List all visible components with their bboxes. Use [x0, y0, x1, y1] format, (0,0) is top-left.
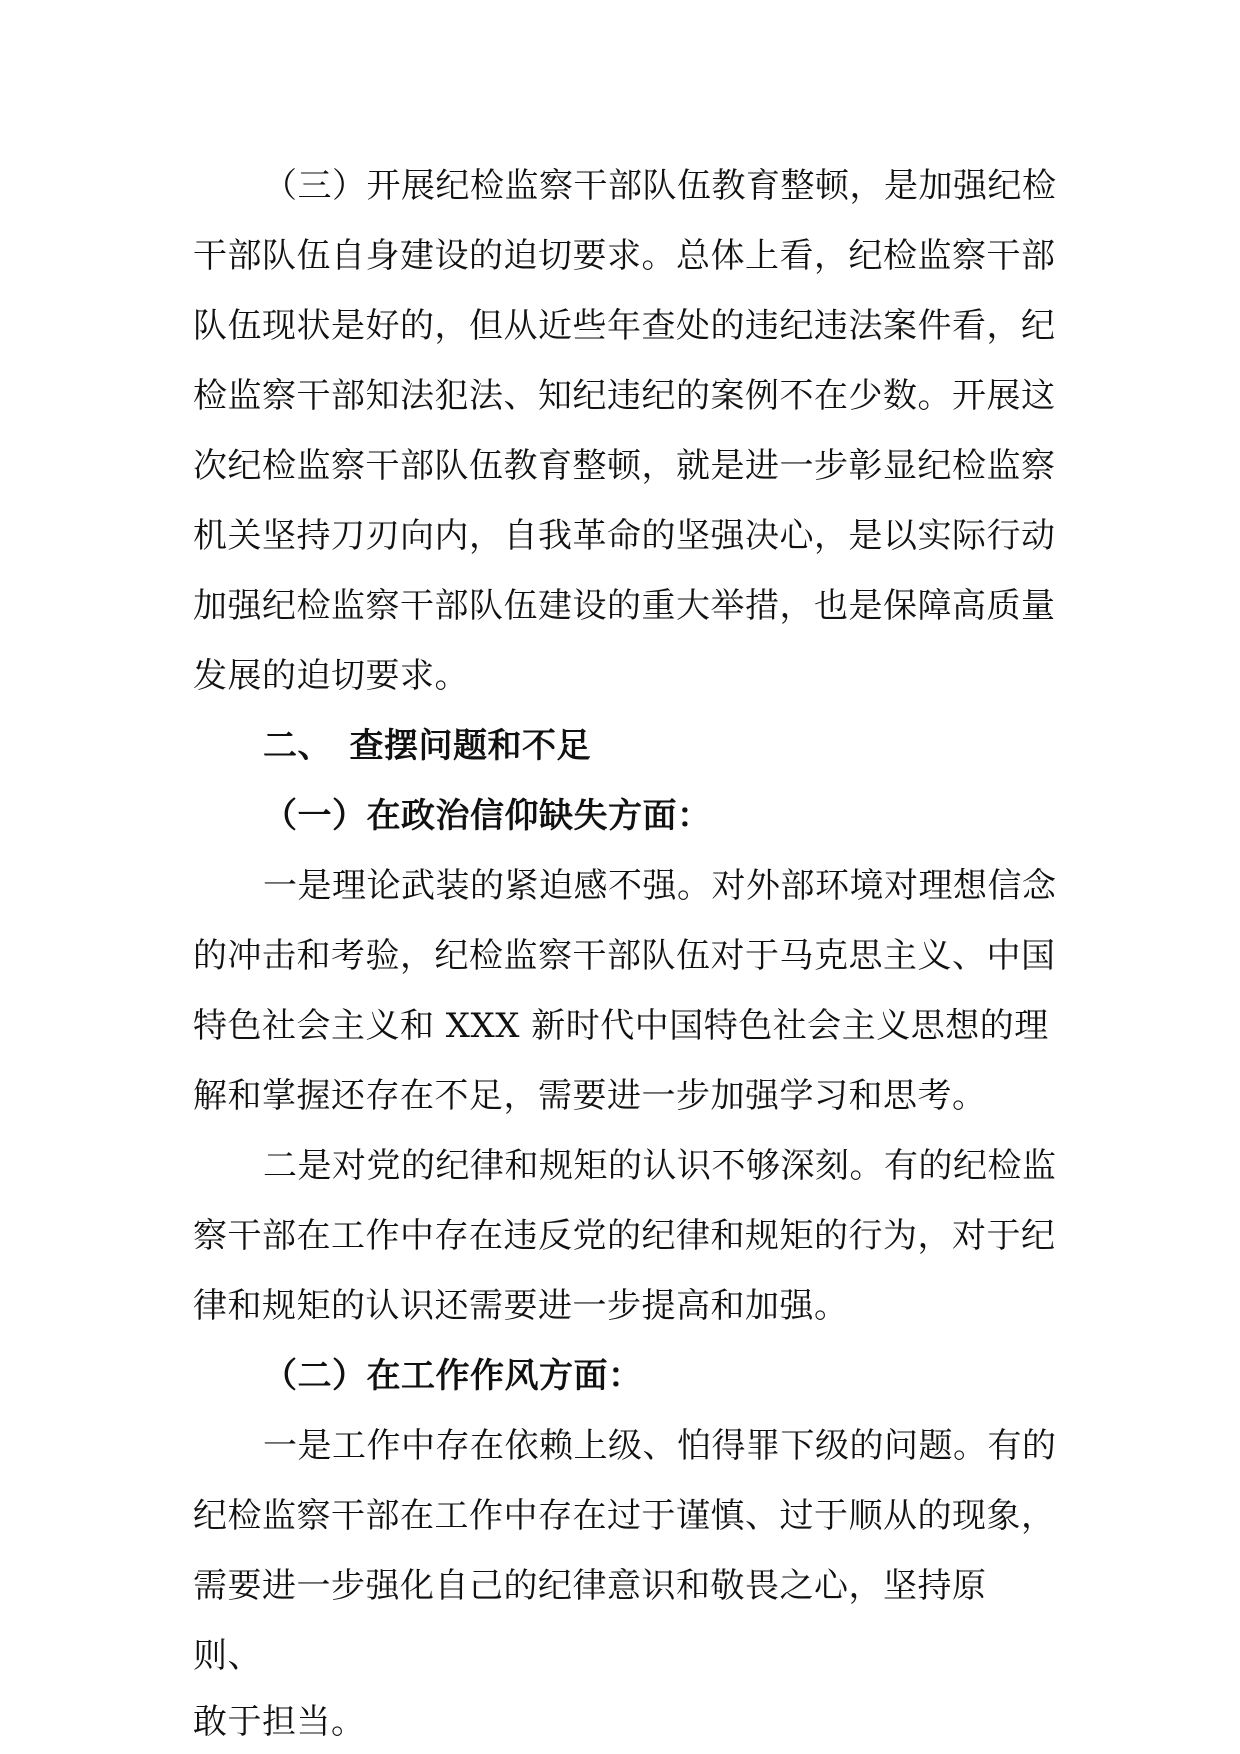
politics-point-2-line-3: 律和规矩的认识还需要进一步提高和加强。 — [193, 1286, 849, 1326]
subheading-work-style: （二）在工作作风方面： — [263, 1356, 643, 1396]
paragraph-3-line-3: 队伍现状是好的，但从近些年查处的违纪违法案件看，纪 — [193, 306, 1056, 346]
work-point-1-line-4: 则、 — [193, 1636, 262, 1676]
paragraph-3-line-6: 机关坚持刀刃向内，自我革命的坚强决心，是以实际行动 — [193, 516, 1056, 556]
paragraph-3-line-1: （三）开展纪检监察干部队伍教育整顿，是加强纪检 — [263, 166, 1057, 206]
politics-point-2-line-2: 察干部在工作中存在违反党的纪律和规矩的行为，对于纪 — [193, 1216, 1056, 1256]
politics-point-1-line-3: 特色社会主义和 XXX 新时代中国特色社会主义思想的理 — [193, 1006, 1049, 1046]
work-point-1-line-2: 纪检监察干部在工作中存在过于谨慎、过于顺从的现象， — [193, 1496, 1056, 1536]
politics-point-1-line-4: 解和掌握还存在不足，需要进一步加强学习和思考。 — [193, 1076, 987, 1116]
paragraph-3-line-5: 次纪检监察干部队伍教育整顿，就是进一步彰显纪检监察 — [193, 446, 1056, 486]
work-point-1-line-3: 需要进一步强化自己的纪律意识和敬畏之心，坚持原 — [193, 1566, 987, 1606]
work-point-1-line-5: 敢于担当。 — [193, 1702, 366, 1742]
politics-point-1-line-2: 的冲击和考验，纪检监察干部队伍对于马克思主义、中国 — [193, 936, 1056, 976]
paragraph-3-line-4: 检监察干部知法犯法、知纪违纪的案例不在少数。开展这 — [193, 376, 1056, 416]
politics-point-1-line-1: 一是理论武装的紧迫感不强。对外部环境对理想信念 — [263, 866, 1057, 906]
paragraph-3-line-2: 干部队伍自身建设的迫切要求。总体上看，纪检监察干部 — [193, 236, 1056, 276]
paragraph-3-line-7: 加强纪检监察干部队伍建设的重大举措，也是保障高质量 — [193, 586, 1056, 626]
work-point-1-line-1: 一是工作中存在依赖上级、怕得罪下级的问题。有的 — [263, 1426, 1057, 1466]
paragraph-3-line-8: 发展的迫切要求。 — [193, 656, 469, 696]
subheading-politics: （一）在政治信仰缺失方面： — [263, 796, 712, 836]
politics-point-2-line-1: 二是对党的纪律和规矩的认识不够深刻。有的纪检监 — [263, 1146, 1057, 1186]
section-heading-2: 二、 查摆问题和不足 — [263, 726, 591, 766]
